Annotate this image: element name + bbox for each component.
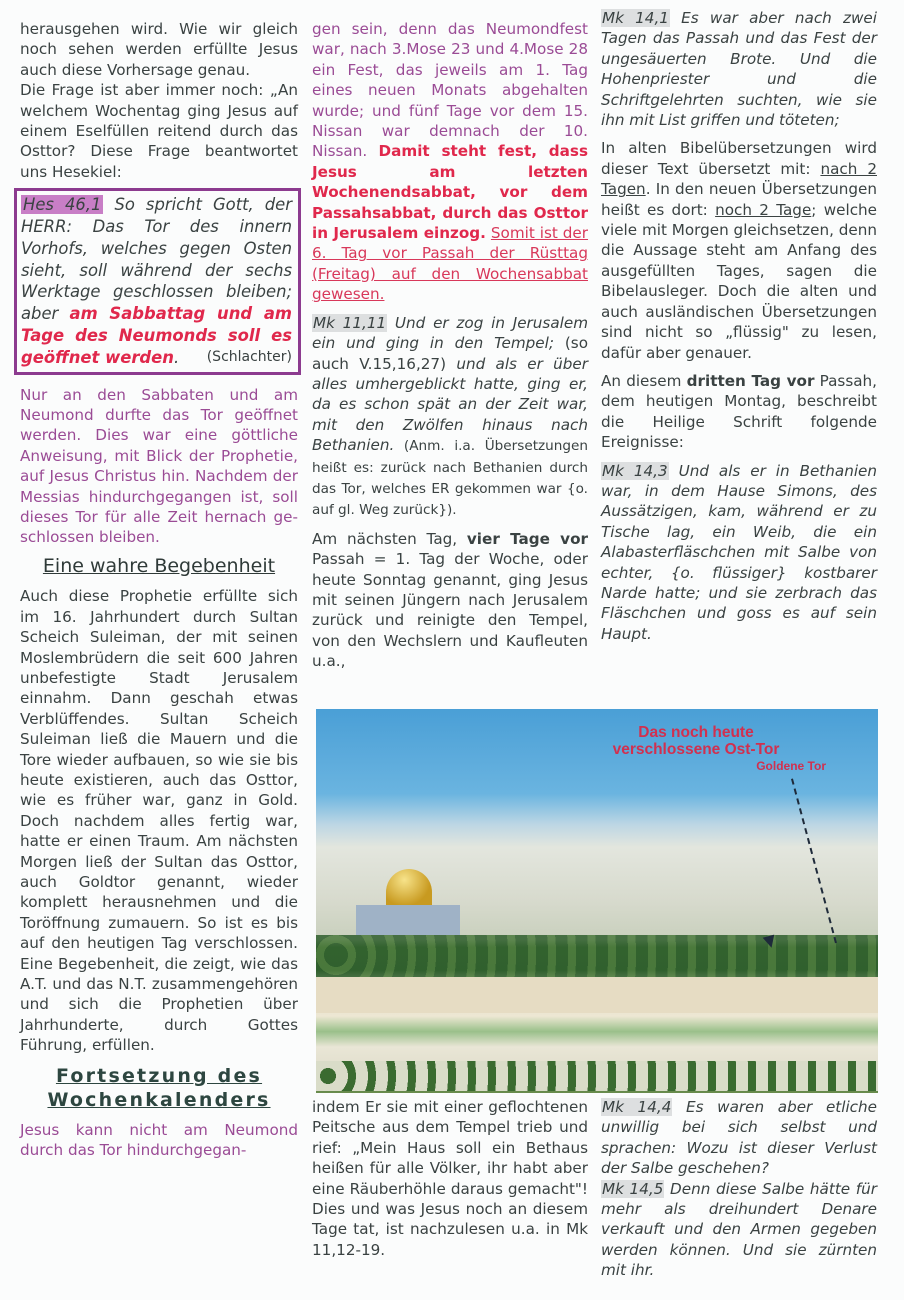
closing-purple-paragraph: Jesus kann nicht am Neumond durch das Tor hindurchgegan- — [20, 1120, 298, 1160]
heading-line-2: Wochenkalenders — [47, 1088, 271, 1111]
next-day-paragraph — [312, 529, 588, 672]
red-underline-text: Somit ist der 6. Tag vor Passah der Rüsttag (Freitag) auf den Wochensabbat gewesen. — [312, 224, 589, 304]
heading-line-1: Fortsetzung des — [55, 1064, 263, 1087]
underlined-text: nach 2 Tagen — [601, 159, 877, 199]
verse-annotation: (Anm. i.a. Übersetzungen heißt es: zurück nach Bethanien durch das Tor, welches ER gekommen war {o. auf gl. Weg zurück}). — [312, 438, 588, 519]
text: . In den neuen Übersetzungen heißt es dort: — [601, 180, 877, 219]
mk-14-4-paragraph — [601, 1097, 877, 1179]
question-paragraph: Die Frage ist aber immer noch: „An welchem Wochentag ging Jesus auf einem Eselfüllen reitend durch das Osttor? Diese Frage beantwortet uns Hesekiel: — [20, 81, 298, 181]
column-left — [20, 19, 298, 1160]
underlined-text: noch 2 Tage — [715, 200, 812, 219]
bold-text: dritten Tag vor — [686, 371, 815, 390]
photo-city-wall — [316, 977, 878, 1013]
photo-caption-sub: Goldene Tor — [756, 759, 826, 773]
column-middle-bottom — [312, 1097, 588, 1260]
verse-text: und als er über alles umhergeblickt hatte, ging er, da es schon spät an der Zeit war, mit den Zwölfen hinaus nach Bethanien. — [312, 354, 588, 455]
text: ; welche viele mit Morgen gleichsetzen, denn die Aussage steht am Anfang des ausgefüllten Tages, sagen die Bibelausleger. Doch die alten und auch ausländischen Übersetzungen sind nicht so „flüssig" zu lesen, dafür aber genauer. — [601, 200, 878, 362]
column-right — [601, 8, 877, 644]
third-day-paragraph — [601, 371, 877, 453]
text: Passah, dem heutigen Montag, beschreibt die Heilige Schrift folgende Ereignisse: — [601, 371, 877, 452]
caption-line-2: verschlossene Ost-Tor — [612, 741, 780, 758]
translation-paragraph — [601, 138, 877, 362]
verse-text: Es waren aber etliche unwillig bei sich selbst und sprachen: Wozu ist dieser Verlust der Salbe geschehen? — [601, 1098, 878, 1178]
column-middle — [312, 19, 588, 672]
quote-source: (Schlachter) — [206, 348, 292, 365]
caption-line-1: Das noch heute — [638, 724, 754, 741]
intro-paragraph: herausgehen wird. Wie wir gleich noch sehen werden erfüllte Jesus auch diese Vorhersage genau. — [20, 20, 298, 79]
verse-reference: Mk 14,1 — [602, 9, 669, 27]
text: An diesem — [601, 371, 687, 390]
photo-trees — [316, 935, 878, 977]
verse-text: Und er zog in Jerusalem ein und ging in den Tempel; — [312, 313, 588, 353]
red-bold-text: Damit steht fest, dass Jesus am letzten Wochenendsabbat, vor dem Passahsabbat, durch das Osttor in Jerusalem einzog. — [312, 142, 588, 243]
mk-11-11-paragraph — [312, 313, 588, 521]
heading-fortsetzung — [20, 1064, 298, 1112]
bold-text: vier Tage vor — [466, 529, 588, 548]
quote-emphasis: am Sabbattag und am Tage des Neumonds soll es geöffnet werden — [21, 304, 292, 367]
mk-14-1-paragraph — [601, 8, 877, 130]
heading-wahre-begebenheit: Eine wahre Begebenheit — [42, 554, 276, 577]
photo-caption — [566, 724, 826, 758]
verse-reference: Mk 14,5 — [602, 1179, 664, 1198]
temple-cleansing-paragraph: indem Er sie mit einer geflochtenen Peitsche aus dem Tempel trieb und rief: „Mein Haus soll ein Bethaus heißen für alle Völker, ihr habt aber eine Räuberhöhle daraus gemacht"! Dies und was Jesus noch an diesem Tage tat, ist nachzulesen u.a. in Mk 11,12-19. — [312, 1098, 588, 1259]
dashed-arrow-icon — [791, 778, 839, 943]
verse-reference: Hes 46,1 — [23, 195, 102, 215]
verse-text: Es war aber nach zwei Tagen das Passah und das Fest der ungesäuerten Brote. Und die Hohenpriester und die Schriftgelehrten suchten, wie sie ihn mit List griffen und töteten; — [601, 9, 877, 130]
verse-text: Denn diese Salbe hätte für mehr als dreihundert Denare verkauft und den Armen gegeben werden können. Und sie zürnten mit ihr. — [601, 1179, 877, 1280]
text: Passah = 1. Tag der Woche, oder heute Sonntag genannt, ging Jesus mit seinen Jüngern nach Jerusalem zurück und reinigte den Tempel, von den Wechslern und Kaufleuten u.a., — [312, 550, 588, 671]
quote-box-hesekiel — [14, 188, 301, 374]
purple-paragraph: Nur an den Sabbaten und am Neumond durfte das Tor geöffnet werden. Dies war eine göttliche Anweisung, mit Blick der Prophetie, auf Jesus Christus hin. Nachdem der Messias hindurchgegangen ist, soll dieses Tor für alle Zeit hernach geschlossen bleiben. — [20, 385, 298, 547]
golden-dome-icon — [386, 869, 432, 905]
purple-text: gen sein, denn das Neumondfest war, nach 3.Mose 23 und 4.Mose 28 ein Fest, das jeweils am 1. Tag eines neuen Monats abgehalten wurde; und fünf Tage vor dem 15. Nissan war demnach der 10. Nissan. — [312, 20, 588, 161]
neumond-paragraph — [312, 19, 588, 305]
verse-reference: Mk 14,4 — [602, 1098, 672, 1116]
text: Am nächsten Tag, — [312, 529, 467, 548]
mk-14-5-paragraph — [601, 1179, 877, 1281]
jerusalem-photo — [316, 709, 878, 1093]
text: In alten Bibelübersetzungen wird dieser Text übersetzt mit: — [601, 139, 877, 178]
verse-text: Und als er in Bethanien war, in dem Hause Simons, des Aussätzigen, kam, während er zu Tische lag, ein Weib, die ein Alabasterfläschchen mit Salbe von echter, {o. flüssiger} kostbarer Narde hatte; und sie zerbrach das Fläschchen und goss es auf sein Haupt. — [601, 461, 878, 643]
mk-14-3-paragraph — [601, 461, 877, 645]
verse-note: (so auch V.15,16,27) — [312, 334, 588, 373]
verse-reference: Mk 11,11 — [313, 313, 387, 332]
photo-olive-trees — [316, 1061, 878, 1091]
verse-reference: Mk 14,3 — [602, 461, 668, 480]
quote-text: So spricht Gott, der HERR: Das Tor des innern Vorhofs, welches gegen Osten sieht, soll während der sechs Werktage geschlossen bleiben; aber — [21, 195, 292, 324]
photo-dome-base — [356, 905, 460, 935]
column-right-bottom — [601, 1097, 877, 1281]
story-paragraph: Auch diese Prophetie erfüllte sich im 16. Jahrhundert durch Sultan Scheich Suleiman, der mit seinen Moslembrüdern die seit 600 Jahren unbefestigte Stadt Jerusalem einnahm. Dann geschah etwas Verblüffendes. Sultan Scheich Suleiman ließ die Mauern und die Tore wieder aufbauen, so wie sie bis heute existieren, auch das Osttor, wie es früher war, ganz in Gold. Doch nachdem alles fertig war, hatte er einen Traum. Am nächsten Morgen ließ der Sultan das Osttor, auch Goldtor genannt, wieder komplett herausnehmen und die Toröffnung zumauern. So ist es bis auf den heutigen Tag verschlossen. Eine Begebenheit, die zeigt, wie das A.T. und das N.T. zusammengehören und sich die Prophetien über Jahrhunderte, durch Gottes Führung, erfüllen. — [20, 587, 298, 1055]
quote-end: . — [173, 347, 180, 367]
